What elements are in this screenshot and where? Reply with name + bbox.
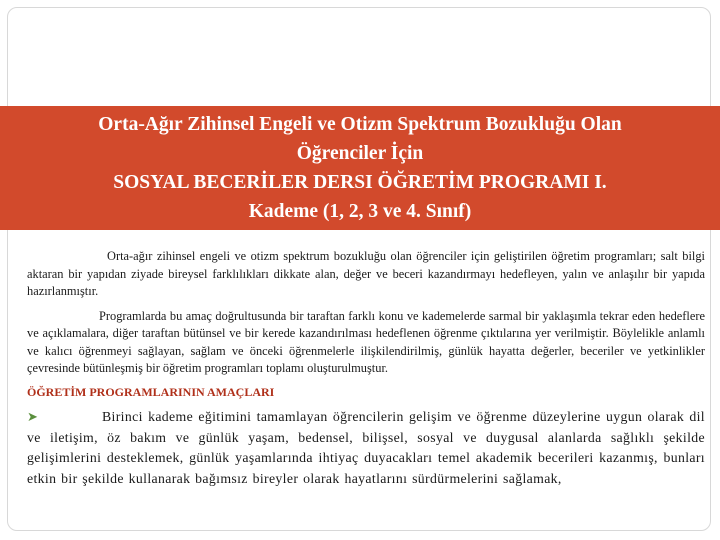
title-band xyxy=(0,106,720,230)
bullet-item xyxy=(27,407,705,489)
green-arrow-icon: ➤ xyxy=(27,409,39,424)
title-line-3: SOSYAL BECERİLER DERSI ÖĞRETİM PROGRAMI I. xyxy=(113,172,607,193)
paragraph-approach-text: Programlarda bu amaç doğrultusunda bir taraftan farklı konu ve kademelerde sarmal bir yaklaşımla tekrar eden hedeflere ve açıklamalara, diğer taraftan bütünsel ve bir kerede kazandırılması hedeflenen öğrenme çıktılarına yer verilmiştir. Böylelikle anlamlı ve kalıcı öğrenmeyi sağlayan, sağlam ve önceki öğrenmelerle ilişkilendirilmiş, günlük hayatta değerler, beceriler ve yetkinlikler çevresinde bütünleşmiş bir öğretim programları toplamı oluşturulmuştur. xyxy=(27,308,705,375)
paragraph-intro-text: Orta-ağır zihinsel engeli ve otizm spektrum bozukluğu olan öğrenciler için geliştirilen öğretim programları; salt bilgi aktaran bir yapıdan ziyade bireysel farklılıkları dikkate alan, değer ve beceri kazandırmayı hedefleyen, yalın ve anlaşılır bir yapıda hazırlanmıştır. xyxy=(27,249,705,298)
title-line-2: Öğrenciler İçin xyxy=(296,143,424,164)
title-line-1: Orta-Ağır Zihinsel Engeli ve Otizm Spektrum Bozukluğu Olan xyxy=(98,114,622,135)
bullet-text: Birinci kademe eğitimini tamamlayan öğrencilerin gelişim ve öğrenme düzeylerine uygun olarak dil ve iletişim, öz bakım ve günlük yaşam, bedensel, bilişsel, sosyal ve duygusal alanlarda sağlıklı şekilde gelişimlerini desteklemek, günlük yaşamlarında ihtiyaç duyacakları temel akademik becerileri kazanmış, bunları etkin bir şekilde kullanarak bağımsız bireyler olarak hayatlarını sürdürmelerini sağlamak, xyxy=(27,409,705,486)
slide-body xyxy=(27,248,705,489)
title-line-4: Kademe (1, 2, 3 ve 4. Sınıf) xyxy=(248,201,472,222)
paragraph-approach xyxy=(27,308,705,378)
section-heading: ÖĞRETİM PROGRAMLARININ AMAÇLARI xyxy=(27,384,275,399)
paragraph-intro xyxy=(27,248,705,301)
